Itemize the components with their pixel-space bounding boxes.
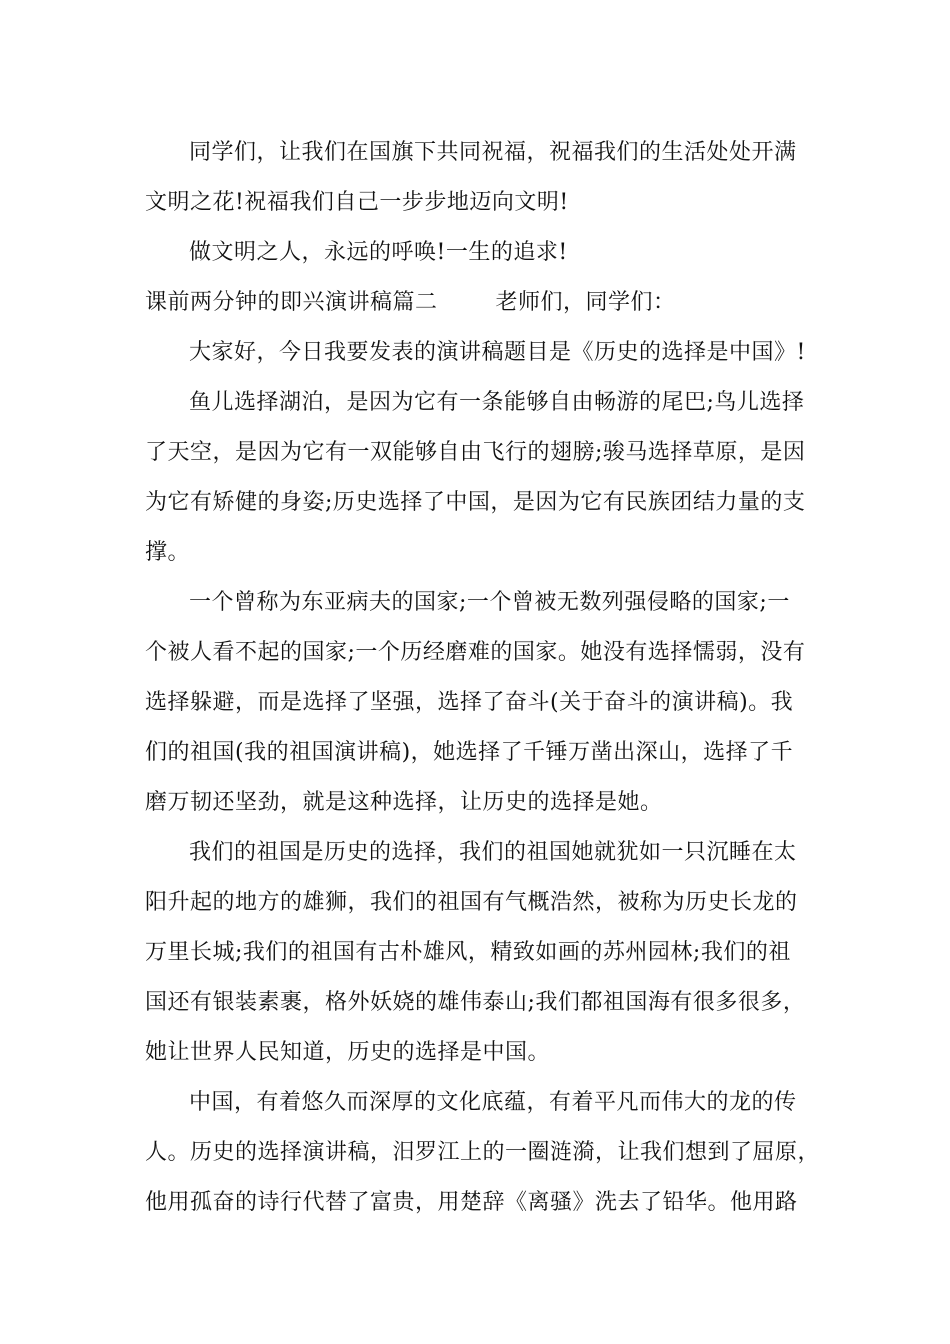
text-line: 同学们，让我们在国旗下共同祝福，祝福我们的生活处处开满 [189,140,797,165]
text-line: 大家好，今日我要发表的演讲稿题目是《历史的选择是中国》! [189,340,806,365]
text-line: 文明之花!祝福我们自己一步步地迈向文明! [145,190,569,215]
section-heading: 课前两分钟的即兴演讲稿篇二 [145,290,438,315]
text-line: 阳升起的地方的雄狮，我们的祖国有气概浩然，被称为历史长龙的 [145,890,798,915]
text-line: 鱼儿选择湖泊，是因为它有一条能够自由畅游的尾巴;鸟儿选择 [189,390,805,415]
text-line: 选择躲避，而是选择了坚强，选择了奋斗(关于奋斗的演讲稿)。我 [145,690,794,715]
paragraph [145,1078,825,1228]
paragraph [145,228,825,278]
paragraph [145,378,825,578]
text-line: 们的祖国(我的祖国演讲稿)，她选择了千锤万凿出深山，选择了千 [145,740,794,765]
greeting: 老师们，同学们： [495,290,676,315]
paragraph [145,828,825,1078]
text-line: 中国，有着悠久而深厚的文化底蕴，有着平凡而伟大的龙的传 [189,1090,797,1115]
text-line: 为它有矫健的身姿;历史选择了中国，是因为它有民族团结力量的支 [145,490,806,515]
text-line: 撑。 [145,540,191,565]
text-line: 他用孤奋的诗行代替了富贵，用楚辞《离骚》洗去了铅华。他用路 [145,1190,798,1215]
document-body [145,128,825,1228]
text-line: 人。历史的选择演讲稿，汨罗江上的一圈涟漪，让我们想到了屈原， [145,1140,821,1165]
text-line: 做文明之人，永远的呼唤!一生的追求! [189,240,568,265]
text-line: 一个曾称为东亚病夫的国家;一个曾被无数列强侵略的国家;一 [189,590,790,615]
section-heading-line [145,278,825,328]
text-line: 了天空，是因为它有一双能够自由飞行的翅膀;骏马选择草原，是因 [145,440,806,465]
text-line: 个被人看不起的国家;一个历经磨难的国家。她没有选择懦弱，没有 [145,640,806,665]
text-line: 国还有银装素裹，格外妖娆的雄伟泰山;我们都祖国海有很多很多， [145,990,806,1015]
text-line: 万里长城;我们的祖国有古朴雄风，精致如画的苏州园林;我们的祖 [145,940,791,965]
paragraph [145,128,825,228]
text-line: 我们的祖国是历史的选择，我们的祖国她就犹如一只沉睡在太 [189,840,797,865]
text-line: 磨万韧还坚劲，就是这种选择，让历史的选择是她。 [145,790,663,815]
text-line: 她让世界人民知道，历史的选择是中国。 [145,1040,551,1065]
paragraph [145,578,825,828]
paragraph [145,328,825,378]
